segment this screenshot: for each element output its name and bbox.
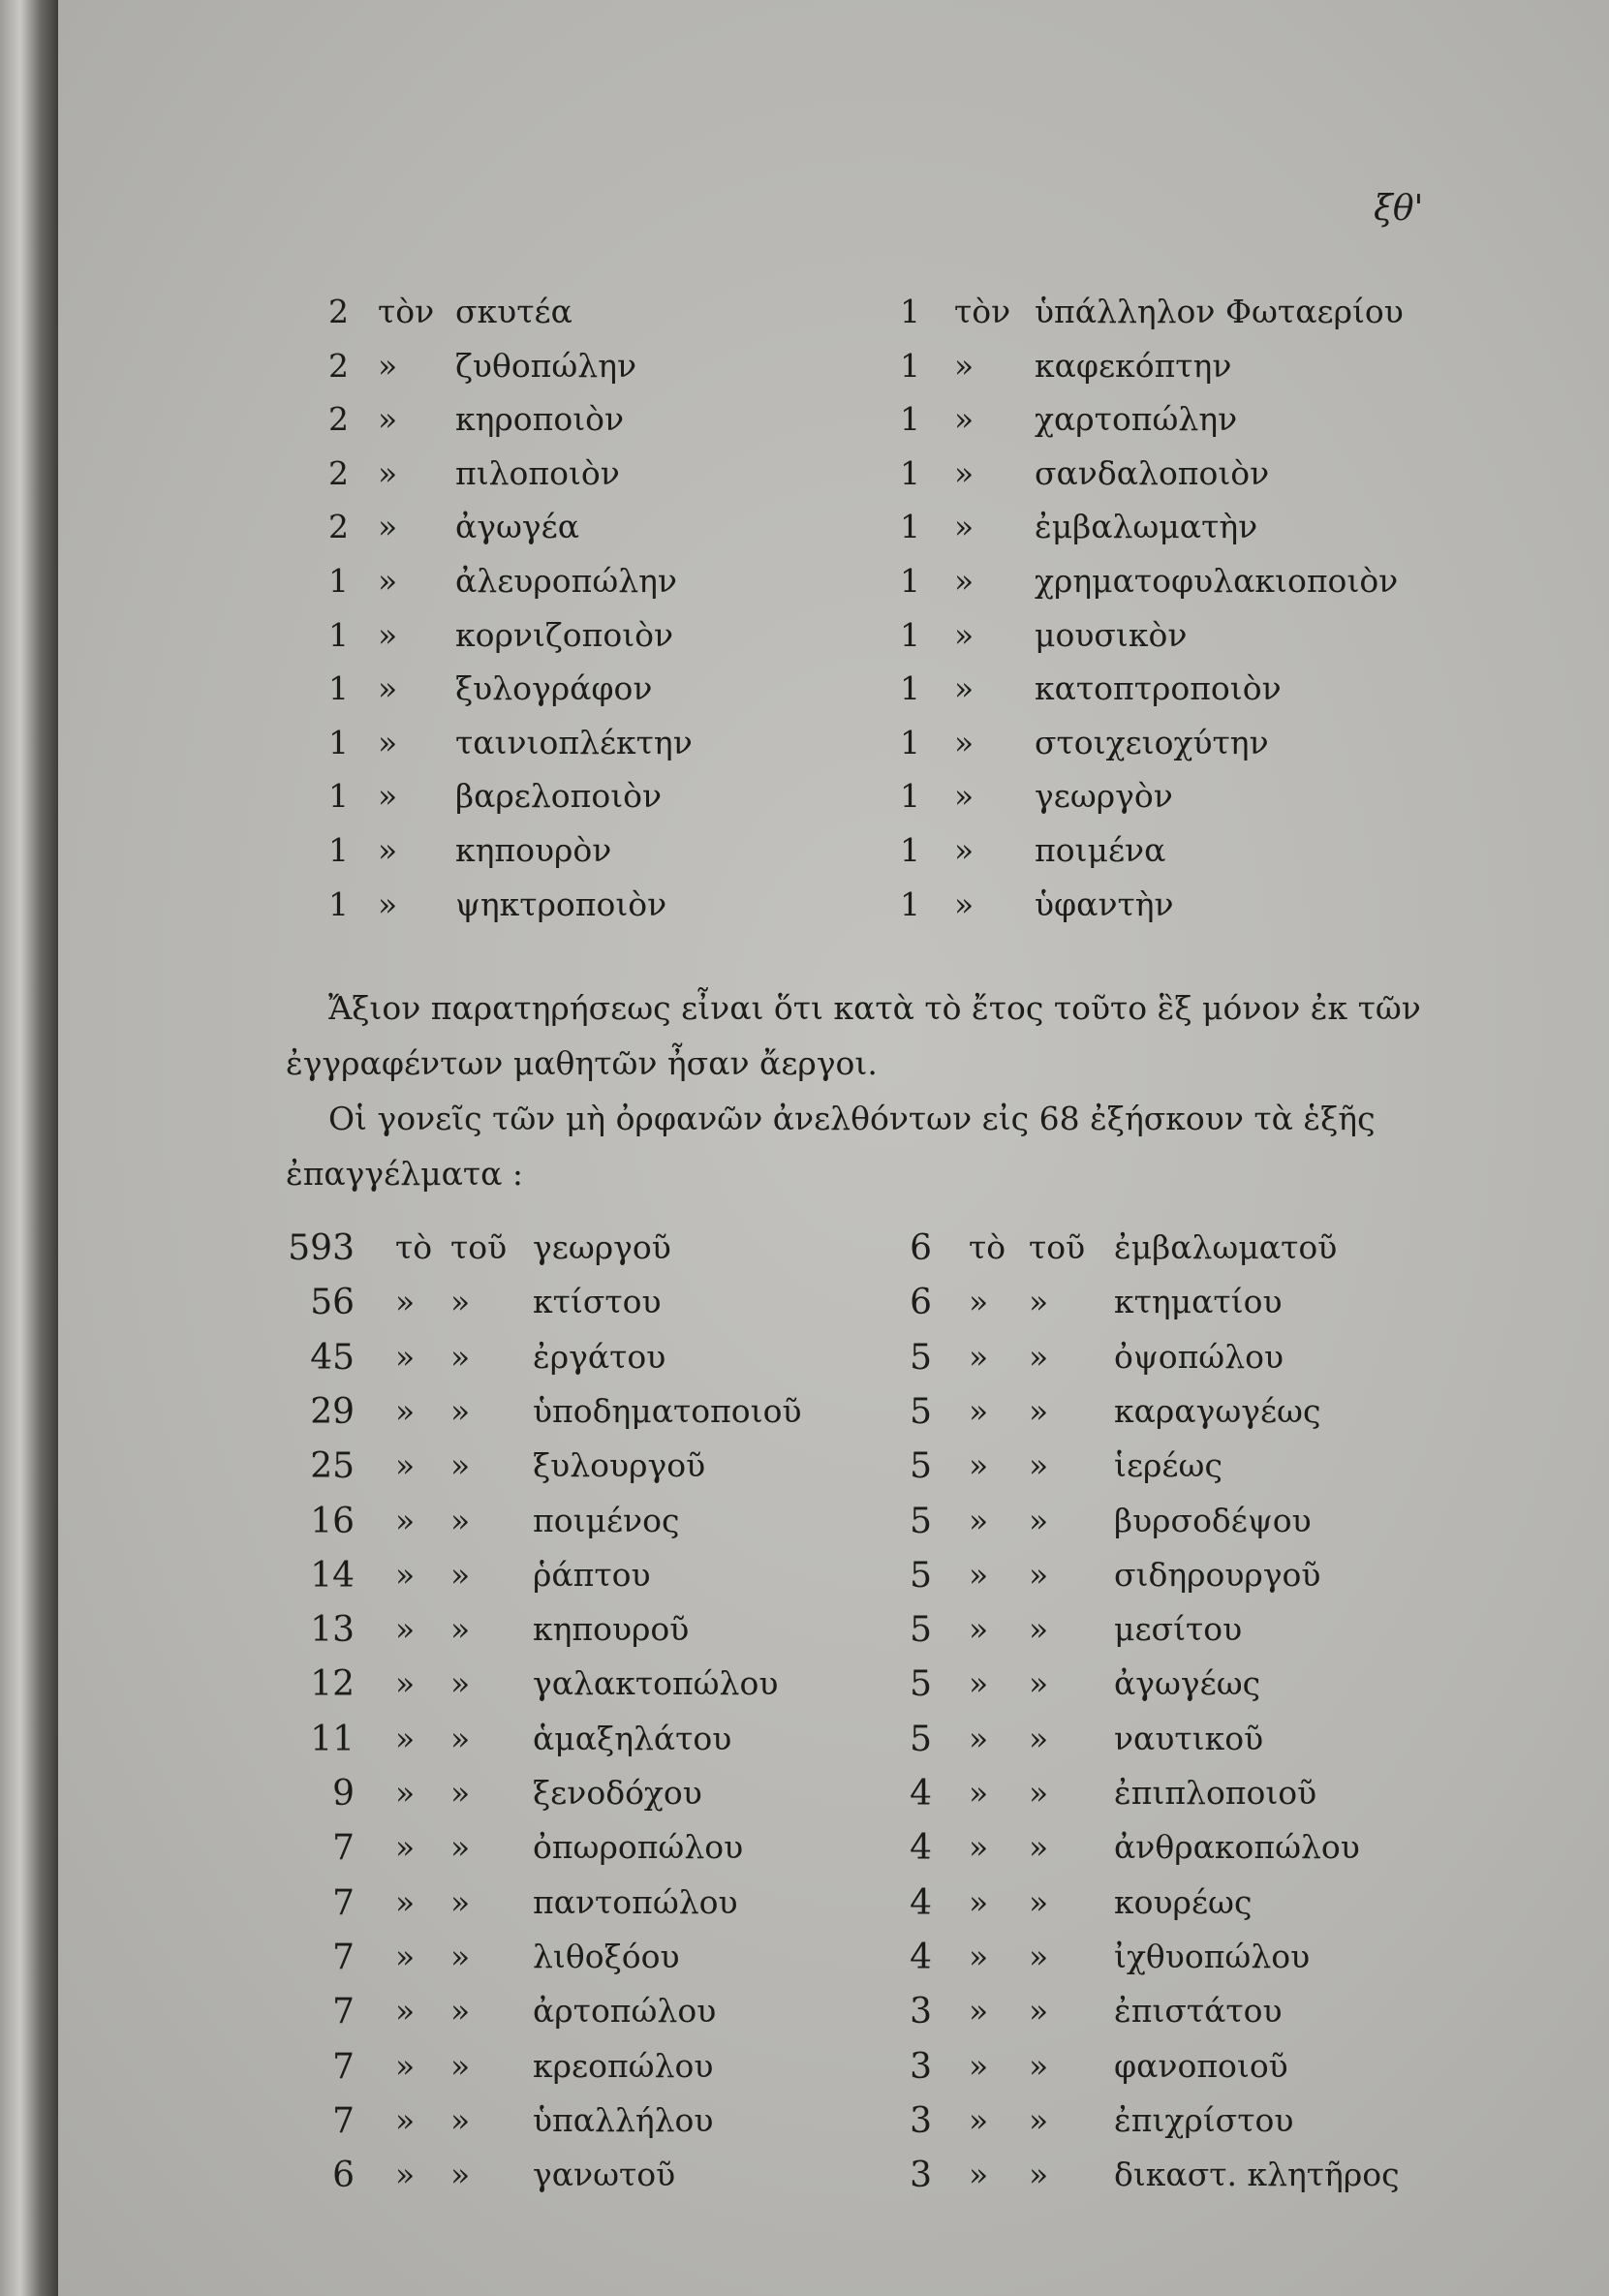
item-count: 5 [910,1664,932,1704]
item-count: 7 [332,2101,355,2141]
item-occupation: ξυλουργοῦ [533,1446,706,1484]
item-article: » [969,1883,989,1921]
list-item [0,724,1609,778]
item-count: 14 [310,1556,355,1596]
item-article: » [378,831,398,869]
item-article-genitive: » [450,1283,471,1320]
list-item [0,454,1609,509]
item-count: 6 [332,2156,355,2195]
item-article: » [954,885,975,923]
list-item [0,1338,1609,1392]
item-count: 11 [310,1720,355,1759]
item-article: » [395,1720,416,1757]
item-article: » [395,1283,416,1320]
item-article-genitive: τοῦ [1029,1228,1086,1266]
item-occupation: ἀγωγέως [1114,1664,1261,1702]
item-occupation: παντοπώλου [533,1883,738,1921]
item-occupation: ποιμένος [533,1502,680,1539]
item-article: » [954,669,975,707]
item-count: 1 [328,616,349,654]
text-block [286,980,1458,1201]
item-article: » [954,508,975,545]
item-occupation: ὑφαντὴν [1035,885,1174,923]
item-count: 7 [332,1828,355,1868]
item-count: 2 [328,454,349,492]
item-occupation: ποιμένα [1035,831,1166,869]
item-occupation: κατοπτροποιὸν [1035,669,1282,707]
item-count: 9 [332,1774,355,1814]
item-article-genitive: » [450,1828,471,1866]
item-occupation: βαρελοποιὸν [455,777,663,815]
item-occupation: ἀνθρακοπώλου [1114,1828,1360,1866]
item-article: » [378,777,398,815]
list-item [0,1392,1609,1446]
item-count: 3 [910,1992,932,2032]
item-article: » [395,1392,416,1430]
item-occupation: ἁμαξηλάτου [533,1720,732,1757]
item-article: » [969,1938,989,1975]
item-count: 5 [910,1556,932,1596]
item-count: 1 [900,777,920,815]
item-article-genitive: » [450,1992,471,2030]
item-count: 1 [328,669,349,707]
item-count: 1 [900,508,920,545]
item-article-genitive: » [450,1774,471,1812]
list-item [0,293,1609,347]
item-article: τὸ [395,1228,433,1266]
item-count: 29 [310,1392,355,1432]
list-item [0,1228,1609,1283]
item-occupation: κορνιζοποιὸν [455,616,674,654]
list-item [0,400,1609,454]
item-article: » [395,1938,416,1975]
item-article-genitive: » [1029,1556,1049,1594]
item-occupation: καραγωγέως [1114,1392,1321,1430]
list-item [0,669,1609,724]
item-article: » [378,724,398,761]
list-item [0,1720,1609,1774]
item-count: 3 [910,2101,932,2141]
item-occupation: ναυτικοῦ [1114,1720,1264,1757]
item-count: 4 [910,1883,932,1923]
item-article: τὸν [954,293,1011,330]
item-occupation: γανωτοῦ [533,2156,676,2193]
item-occupation: φανοποιοῦ [1114,2047,1288,2085]
item-article-genitive: » [1029,1774,1049,1812]
item-count: 1 [900,669,920,707]
item-occupation: σκυτέα [455,293,572,330]
list-item [0,1502,1609,1556]
item-article: » [395,1828,416,1866]
item-count: 56 [310,1283,355,1322]
list-item [0,1828,1609,1882]
item-occupation: κηπουροῦ [533,1610,690,1648]
item-count: 2 [328,293,349,330]
item-occupation: στοιχειοχύτην [1035,724,1269,761]
item-occupation: ξυλογράφον [455,669,653,707]
item-count: 1 [900,562,920,600]
item-count: 1 [900,347,920,385]
item-count: 25 [310,1446,355,1486]
list-item [0,1883,1609,1938]
item-count: 5 [910,1502,932,1541]
item-occupation: ἀλευροπώλην [455,562,677,600]
item-article: » [969,1392,989,1430]
item-article-genitive: » [1029,1502,1049,1539]
item-article: » [395,1664,416,1702]
item-article: τὸ [969,1228,1006,1266]
item-occupation: μουσικὸν [1035,616,1188,654]
item-article: » [378,347,398,385]
list-item [0,885,1609,940]
item-occupation: ὑποδηματοποιοῦ [533,1392,802,1430]
item-article: » [969,1283,989,1320]
list-item [0,1610,1609,1664]
item-article: » [954,831,975,869]
item-article: » [378,562,398,600]
item-article-genitive: » [450,1938,471,1975]
item-article: » [395,1610,416,1648]
list-item [0,1664,1609,1719]
item-occupation: κτηματίου [1114,1283,1283,1320]
item-article-genitive: » [1029,1720,1049,1757]
item-count: 45 [310,1338,355,1378]
item-occupation: σιδηρουργοῦ [1114,1556,1321,1594]
item-article-genitive: » [1029,2047,1049,2085]
paragraph-note: Ἄξιον παρατηρήσεως εἶναι ὅτι κατὰ τὸ ἔτος τοῦτο ἓξ μόνον ἐκ τῶν ἐγγραφέντων μαθητῶν ἦσαν ἄεργοι. [286,989,1421,1082]
item-article-genitive: » [1029,1664,1049,1702]
list-item [0,616,1609,670]
item-article-genitive: » [450,1392,471,1430]
item-count: 2 [328,508,349,545]
item-occupation: ἐπιστάτου [1114,1992,1283,2030]
item-count: 7 [332,1883,355,1923]
item-count: 4 [910,1828,932,1868]
item-count: 13 [310,1610,355,1650]
item-count: 7 [332,1938,355,1977]
item-article-genitive: » [450,1883,471,1921]
item-count: 16 [310,1502,355,1541]
item-occupation: κηπουρὸν [455,831,612,869]
item-article: » [969,1610,989,1648]
item-count: 7 [332,1992,355,2032]
item-article-genitive: » [450,1502,471,1539]
item-count: 6 [910,1228,932,1268]
list-item [0,2047,1609,2101]
item-count: 1 [328,831,349,869]
item-article: » [954,777,975,815]
item-article: » [969,1992,989,2030]
item-occupation: ψηκτροποιὸν [455,885,667,923]
item-count: 1 [900,293,920,330]
item-count: 5 [910,1720,932,1759]
item-occupation: σανδαλοποιὸν [1035,454,1270,492]
item-count: 1 [328,885,349,923]
item-occupation: μεσίτου [1114,1610,1243,1648]
list-item [0,777,1609,831]
item-occupation: βυρσοδέψου [1114,1502,1312,1539]
item-article-genitive: » [450,1664,471,1702]
item-count: 7 [332,2047,355,2087]
item-article-genitive: » [1029,2156,1049,2193]
item-occupation: ξενοδόχου [533,1774,702,1812]
item-occupation: ἐργάτου [533,1338,666,1376]
item-article-genitive: » [1029,1828,1049,1866]
item-occupation: γαλακτοπώλου [533,1664,779,1702]
item-occupation: ἱερέως [1114,1446,1222,1484]
item-article: » [378,616,398,654]
item-article: » [969,1556,989,1594]
item-occupation: ἐμβαλωματὴν [1035,508,1258,545]
item-article: » [395,1502,416,1539]
list-item [0,562,1609,616]
item-occupation: χαρτοπώλην [1035,400,1238,438]
item-article: » [395,2047,416,2085]
item-count: 3 [910,2156,932,2195]
item-article: » [954,562,975,600]
item-article-genitive: » [450,2101,471,2139]
item-article-genitive: » [1029,2101,1049,2139]
item-count: 4 [910,1774,932,1814]
item-article: » [969,1338,989,1376]
item-occupation: ῥάπτου [533,1556,651,1594]
item-article: » [969,1446,989,1484]
item-count: 1 [328,562,349,600]
item-occupation: ἰχθυοπώλου [1114,1938,1311,1975]
item-article-genitive: » [1029,1338,1049,1376]
item-occupation: ἀρτοπώλου [533,1992,717,2030]
item-article: » [395,2101,416,2139]
item-article-genitive: » [450,2156,471,2193]
list-item [0,347,1609,401]
item-article: » [395,2156,416,2193]
item-occupation: καφεκόπτην [1035,347,1232,385]
list-item [0,508,1609,562]
item-count: 6 [910,1283,932,1322]
item-article-genitive: » [1029,1883,1049,1921]
item-count: 5 [910,1610,932,1650]
paragraph-parents-intro: Οἱ γονεῖς τῶν μὴ ὀρφανῶν ἀνελθόντων εἰς 68 ἐξήσκουν τὰ ἑξῆς ἐπαγγέλματα : [286,1100,1376,1193]
item-article: » [378,454,398,492]
item-occupation: γεωργὸν [1035,777,1173,815]
item-occupation: χρηματοφυλακιοποιὸν [1035,562,1399,600]
item-occupation: κρεοπώλου [533,2047,714,2085]
list-item [0,2156,1609,2210]
item-article-genitive: » [450,1446,471,1484]
item-article-genitive: » [1029,1610,1049,1648]
item-article: » [969,1828,989,1866]
item-occupation: κηροποιὸν [455,400,625,438]
item-count: 1 [900,454,920,492]
list-item [0,1992,1609,2046]
item-occupation: κτίστου [533,1283,662,1320]
item-article-genitive: » [1029,1938,1049,1975]
item-article: » [954,724,975,761]
list-item [0,1446,1609,1501]
item-article: » [969,1664,989,1702]
item-article: » [969,1502,989,1539]
item-article: τὸν [378,293,435,330]
item-article: » [395,1774,416,1812]
item-article: » [395,1556,416,1594]
item-article-genitive: » [450,1556,471,1594]
item-article: » [395,1992,416,2030]
item-article: » [954,616,975,654]
list-item [0,1283,1609,1337]
item-occupation: πιλοποιὸν [455,454,620,492]
item-count: 1 [328,724,349,761]
list-item [0,1556,1609,1610]
item-article-genitive: » [1029,1392,1049,1430]
item-article-genitive: » [1029,1446,1049,1484]
item-count: 1 [328,777,349,815]
item-count: 3 [910,2047,932,2087]
item-article: » [969,2101,989,2139]
item-article: » [395,1883,416,1921]
item-count: 2 [328,347,349,385]
item-article-genitive: » [450,1610,471,1648]
item-count: 1 [900,724,920,761]
item-article-genitive: » [1029,1283,1049,1320]
item-article: » [378,885,398,923]
item-occupation: ὀπωροπώλου [533,1828,744,1866]
item-article: » [378,400,398,438]
item-article: » [395,1446,416,1484]
item-article: » [969,2047,989,2085]
item-occupation: ὑπάλληλον Φωταερίου [1035,293,1404,330]
item-count: 1 [900,400,920,438]
page-number: ξθ' [1374,189,1424,229]
item-article: » [378,669,398,707]
item-article-genitive: » [1029,1992,1049,2030]
item-occupation: γεωργοῦ [533,1228,671,1266]
item-occupation: ἐπιχρίστου [1114,2101,1294,2139]
list-item [0,1774,1609,1828]
item-count: 1 [900,831,920,869]
list-item [0,2101,1609,2156]
item-count: 12 [310,1664,355,1704]
item-occupation: ἐμβαλωματοῦ [1114,1228,1338,1266]
item-occupation: δικαστ. κλητῆρος [1114,2156,1400,2193]
item-count: 1 [900,885,920,923]
item-occupation: ὑπαλλήλου [533,2101,714,2139]
item-occupation: ζυθοπώλην [455,347,637,385]
item-article: » [378,508,398,545]
item-article: » [969,1774,989,1812]
item-count: 1 [900,616,920,654]
item-article: » [954,347,975,385]
item-count: 5 [910,1338,932,1378]
item-article-genitive: » [450,1338,471,1376]
item-article: » [969,2156,989,2193]
item-article-genitive: » [450,2047,471,2085]
item-article-genitive: » [450,1720,471,1757]
item-count: 5 [910,1446,932,1486]
item-article: » [954,454,975,492]
item-occupation: λιθοξόου [533,1938,680,1975]
item-occupation: ταινιοπλέκτην [455,724,693,761]
list-item [0,831,1609,885]
item-article: » [395,1338,416,1376]
item-occupation: ἐπιπλοποιοῦ [1114,1774,1317,1812]
list-item [0,1938,1609,1992]
item-article: » [954,400,975,438]
item-occupation: ὀψοπώλου [1114,1338,1284,1376]
item-occupation: ἀγωγέα [455,508,580,545]
item-count: 4 [910,1938,932,1977]
item-count: 593 [288,1228,355,1268]
item-article-genitive: τοῦ [450,1228,508,1266]
item-article: » [969,1720,989,1757]
item-count: 2 [328,400,349,438]
item-occupation: κουρέως [1114,1883,1253,1921]
item-count: 5 [910,1392,932,1432]
